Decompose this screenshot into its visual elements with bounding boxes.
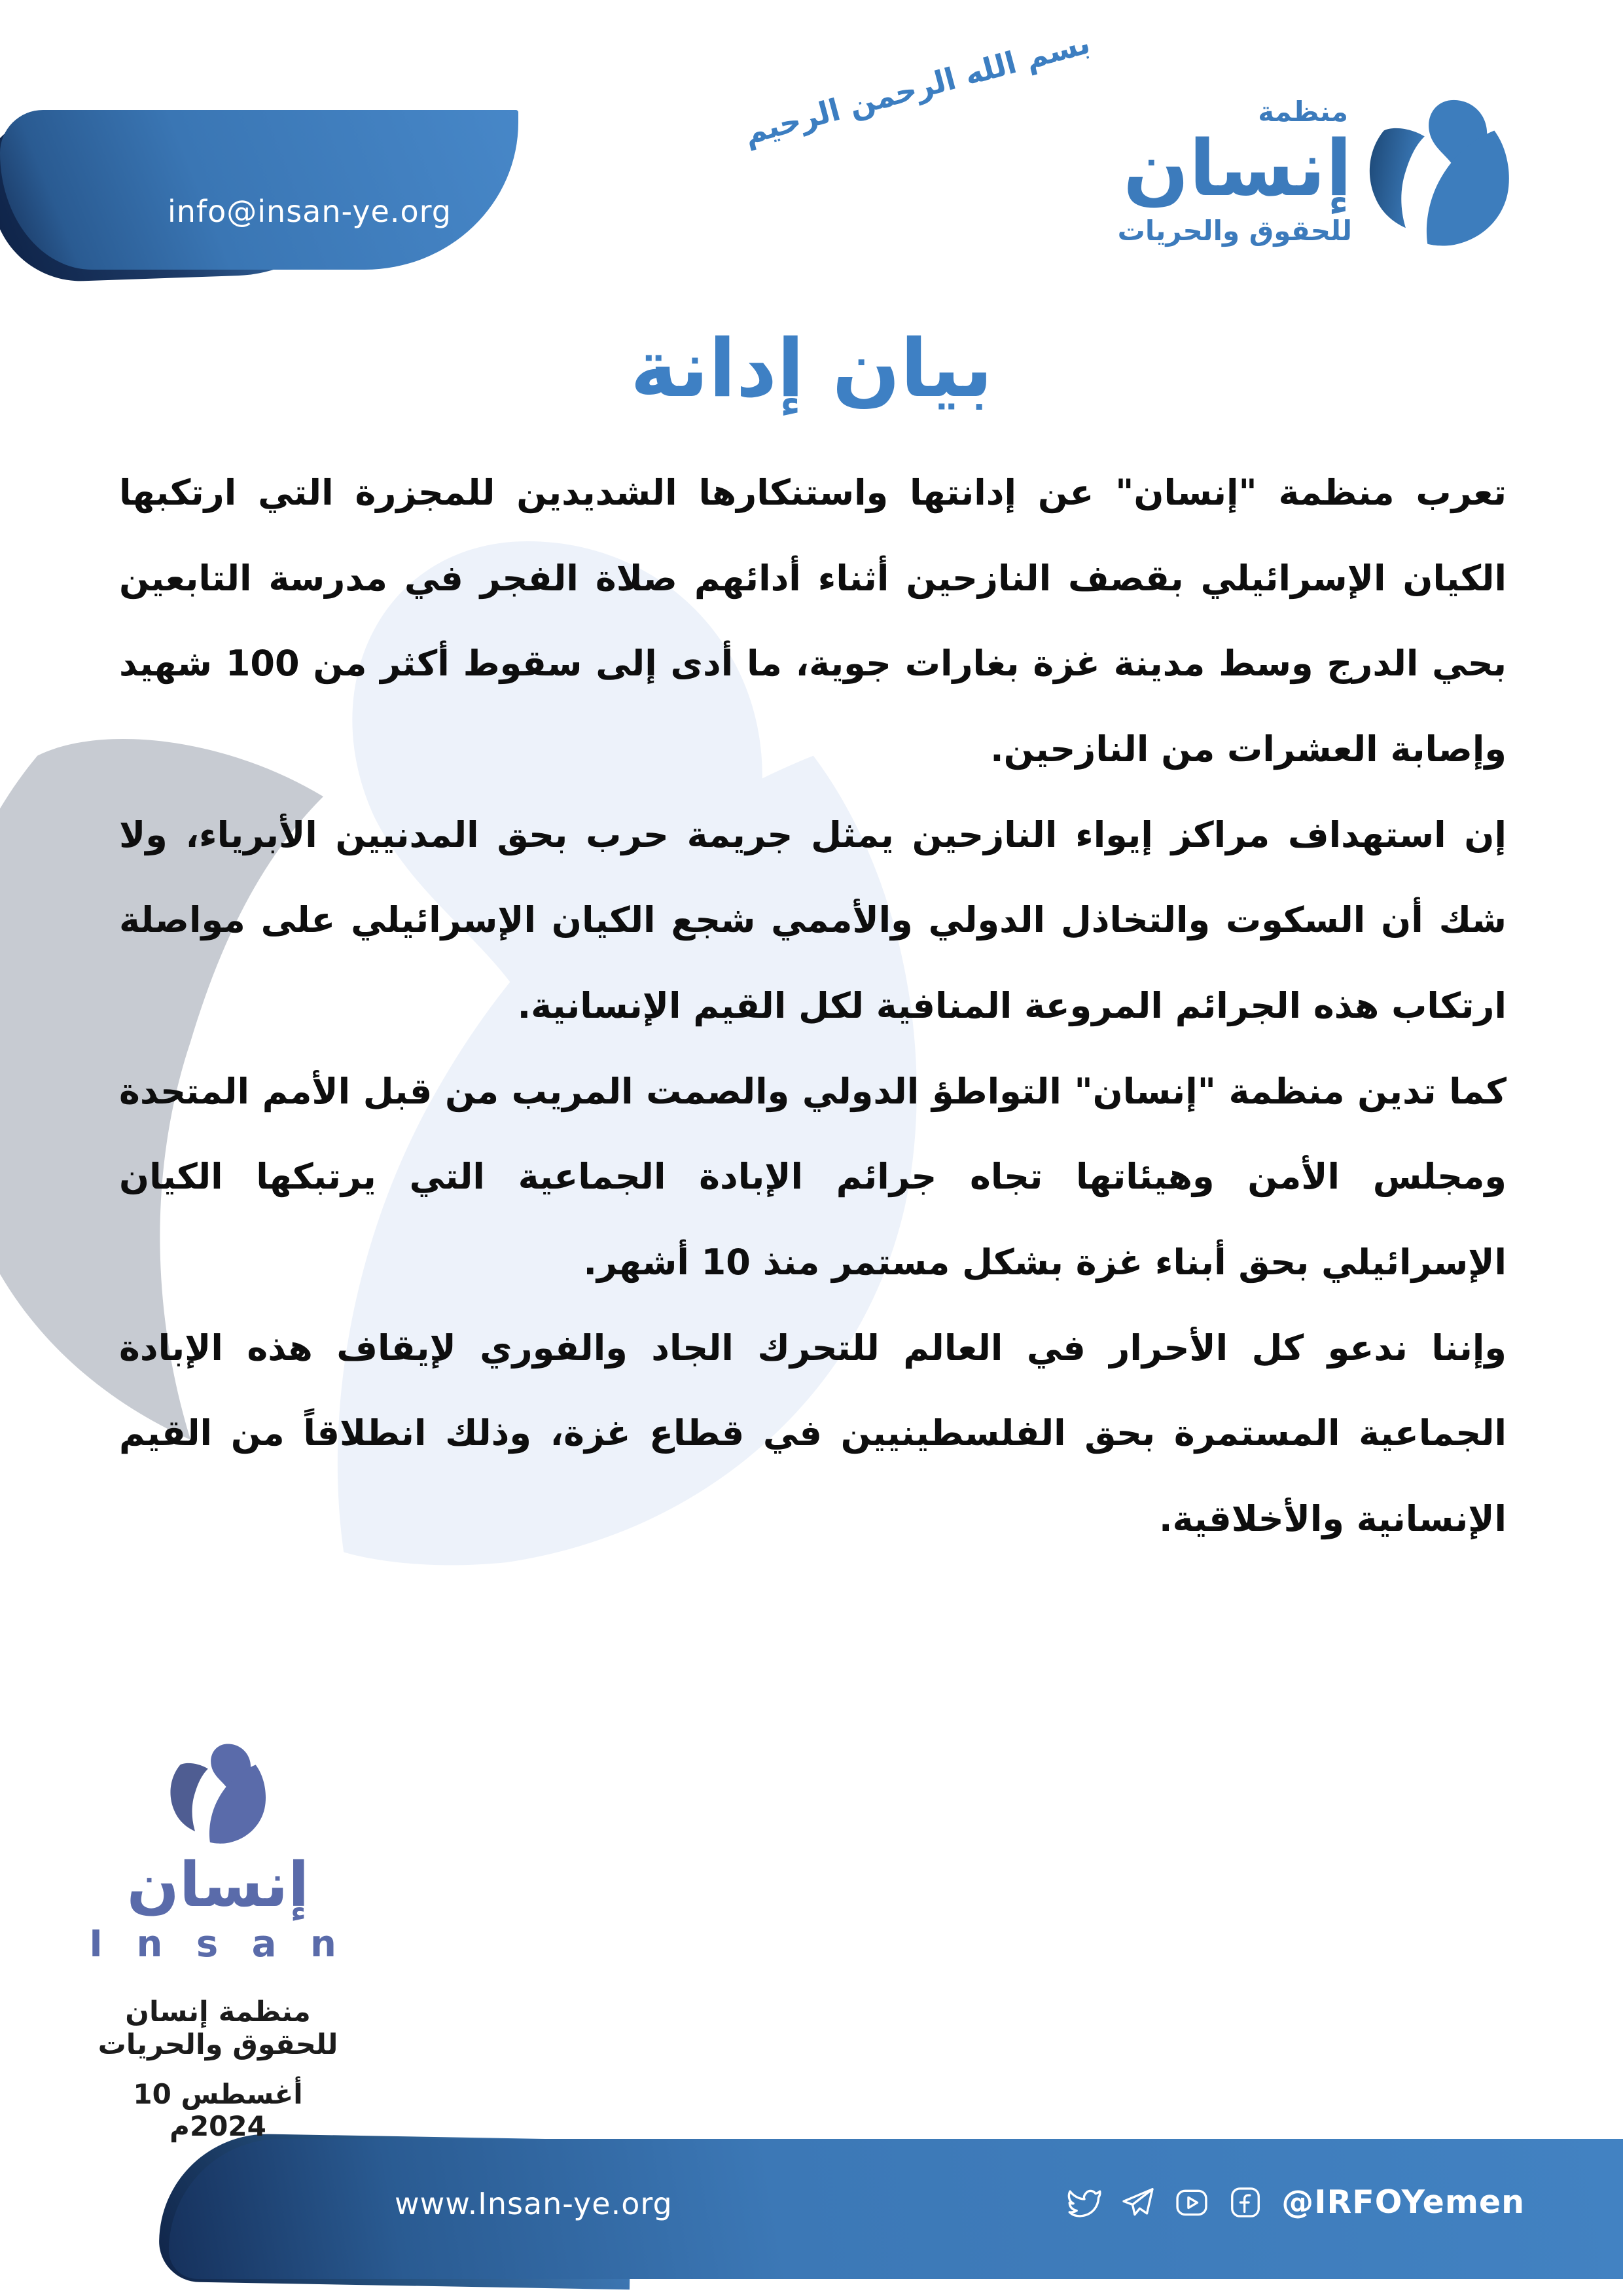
social-handle: @IRFOYemen [1281,2183,1525,2221]
social-row [1067,2183,1525,2221]
website-text: www.Insan-ye.org [395,2186,673,2221]
paragraph-2: إن استهداف مراكز إيواء النازحين يمثل جريمة حرب بحق المدنيين الأبرياء، ولا شك أن السكوت والتخاذل الدولي والأممي شجع الكيان الإسرائيلي على مواصلة ارتكاب هذه الجرائم المروعة المنافية لكل القيم الإنسانية. [119,814,1507,1027]
insan-person-drop-icon [1366,96,1512,264]
paragraph-3: كما تدين منظمة "إنسان" التواطؤ الدولي والصمت المريب من قبل الأمم المتحدة ومجلس الأمن وهيئاتها تجاه جرائم الإبادة الجماعية التي يرتبكها الكيان الإسرائيلي بحق أبناء غزة بشكل مستمر منذ 10 أشهر. [119,1070,1507,1283]
stamp-arabic-name: إنسان [126,1850,310,1921]
statement-body [119,450,1507,1562]
stamp-latin-name: I n s a n [89,1923,347,1965]
insan-stamp-icon [168,1741,268,1856]
telegram-icon [1120,2185,1156,2220]
org-logo [1118,96,1512,264]
bismillah-calligraphy: بسم الله الرحمن الرحيم [740,24,1094,152]
paragraph-4: وإننا ندعو كل الأحرار في العالم للتحرك الجاد والفوري لإيقاف هذه الإبادة الجماعية المستمرة بحق الفلسطينيين في قطاع غزة، وذلك انطلاقاً من القيم الإنسانية والأخلاقية. [119,1327,1507,1540]
youtube-icon [1174,2185,1209,2220]
header-band [0,110,518,270]
footer-band [169,2139,1623,2279]
org-logo-word-top: منظمة [1258,96,1348,128]
page-title: بيان إدانة [630,322,993,415]
stamp-org-line: منظمة إنسان للحقوق والحريات [98,1996,338,2061]
twitter-icon [1067,2185,1102,2220]
org-logo-text [1118,96,1352,245]
email-text: info@insan-ye.org [168,194,452,229]
stamp-block [84,1741,352,2142]
org-logo-name: إنسان [1123,123,1352,213]
stamp-date-line: 10 أغسطس 2024م [133,2078,303,2142]
facebook-icon [1228,2185,1263,2220]
paragraph-1: تعرب منظمة "إنسان" عن إدانتها واستنكارها الشديدين للمجزرة التي ارتكبها الكيان الإسرائيلي بقصف النازحين أثناء أدائهم صلاة الفجر في مدرسة التابعين بحي الدرج وسط مدينة غزة بغارات جوية، ما أدى إلى سقوط أكثر من 100 شهيد وإصابة العشرات من النازحين. [119,472,1507,770]
org-logo-word-bottom: للحقوق والحريات [1117,215,1352,247]
